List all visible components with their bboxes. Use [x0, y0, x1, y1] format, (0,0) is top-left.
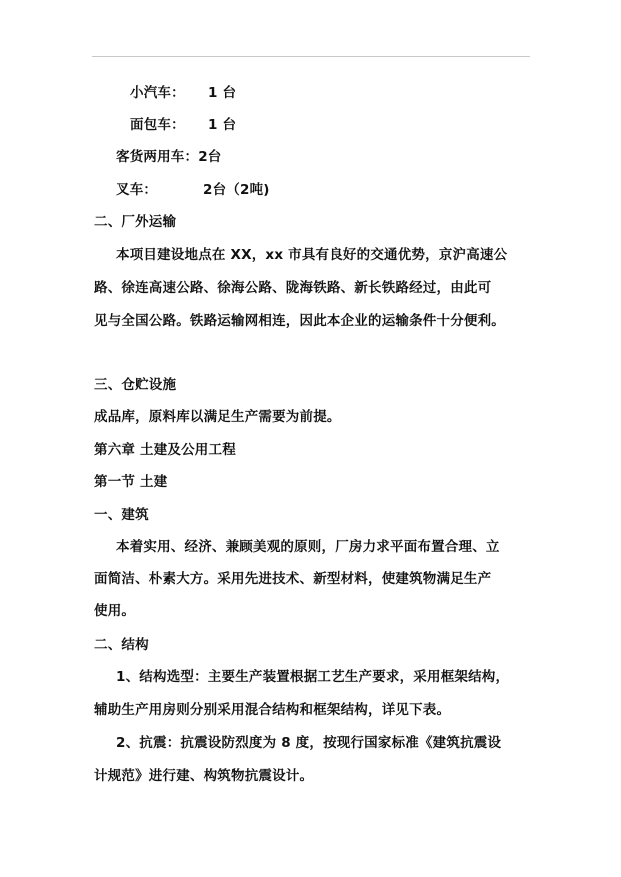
equipment-label: 客货两用车： — [116, 149, 199, 165]
equipment-value: 1 台 — [208, 85, 237, 101]
equipment-label: 面包车： — [130, 117, 185, 133]
paragraph-line: 使用。 — [94, 603, 136, 619]
equipment-value: 2台（2吨) — [203, 182, 270, 198]
paragraph-line: 本项目建设地点在 XX，xx 市具有良好的交通优势，京沪高速公 — [116, 247, 508, 263]
paragraph-line: 面简洁、朴素大方。采用先进技术、新型材料，使建筑物满足生产 — [94, 571, 492, 587]
equipment-label: 叉车： — [116, 182, 158, 198]
equipment-row-van — [130, 116, 237, 134]
paragraph-line: 成品库，原料库以满足生产需要为前提。 — [94, 409, 341, 425]
equipment-label: 小汽车： — [130, 85, 185, 101]
paragraph-line: 辅助生产用房则分别采用混合结构和框架结构，详见下表。 — [94, 702, 451, 718]
subsection-heading-structure: 二、结构 — [94, 637, 149, 653]
equipment-row-forklift — [116, 181, 270, 199]
equipment-row-truck — [116, 148, 222, 166]
section-title: 第一节 土建 — [94, 474, 168, 490]
section-heading-transport: 二、厂外运输 — [94, 214, 177, 230]
section-heading-storage: 三、仓贮设施 — [94, 377, 177, 393]
equipment-value: 2台 — [198, 149, 222, 165]
paragraph-line: 本着实用、经济、兼顾美观的原则，厂房力求平面布置合理、立 — [116, 539, 500, 555]
paragraph-line: 路、徐连高速公路、徐海公路、陇海铁路、新长铁路经过，由此可 — [94, 280, 492, 296]
paragraph-line: 2、抗震：抗震设防烈度为 8 度，按现行国家标准《建筑抗震设 — [116, 735, 502, 751]
equipment-row-car — [130, 84, 237, 102]
header-rule — [92, 56, 530, 57]
paragraph-line: 见与全国公路。铁路运输网相连，因此本企业的运输条件十分便利。 — [94, 313, 505, 329]
paragraph-line: 计规范》进行建、构筑物抗震设计。 — [94, 768, 314, 784]
equipment-value: 1 台 — [208, 117, 237, 133]
paragraph-line: 1、结构选型：主要生产装置根据工艺生产要求，采用框架结构， — [116, 669, 510, 685]
chapter-title: 第六章 土建及公用工程 — [94, 442, 236, 458]
subsection-heading-building: 一、建筑 — [94, 507, 149, 523]
